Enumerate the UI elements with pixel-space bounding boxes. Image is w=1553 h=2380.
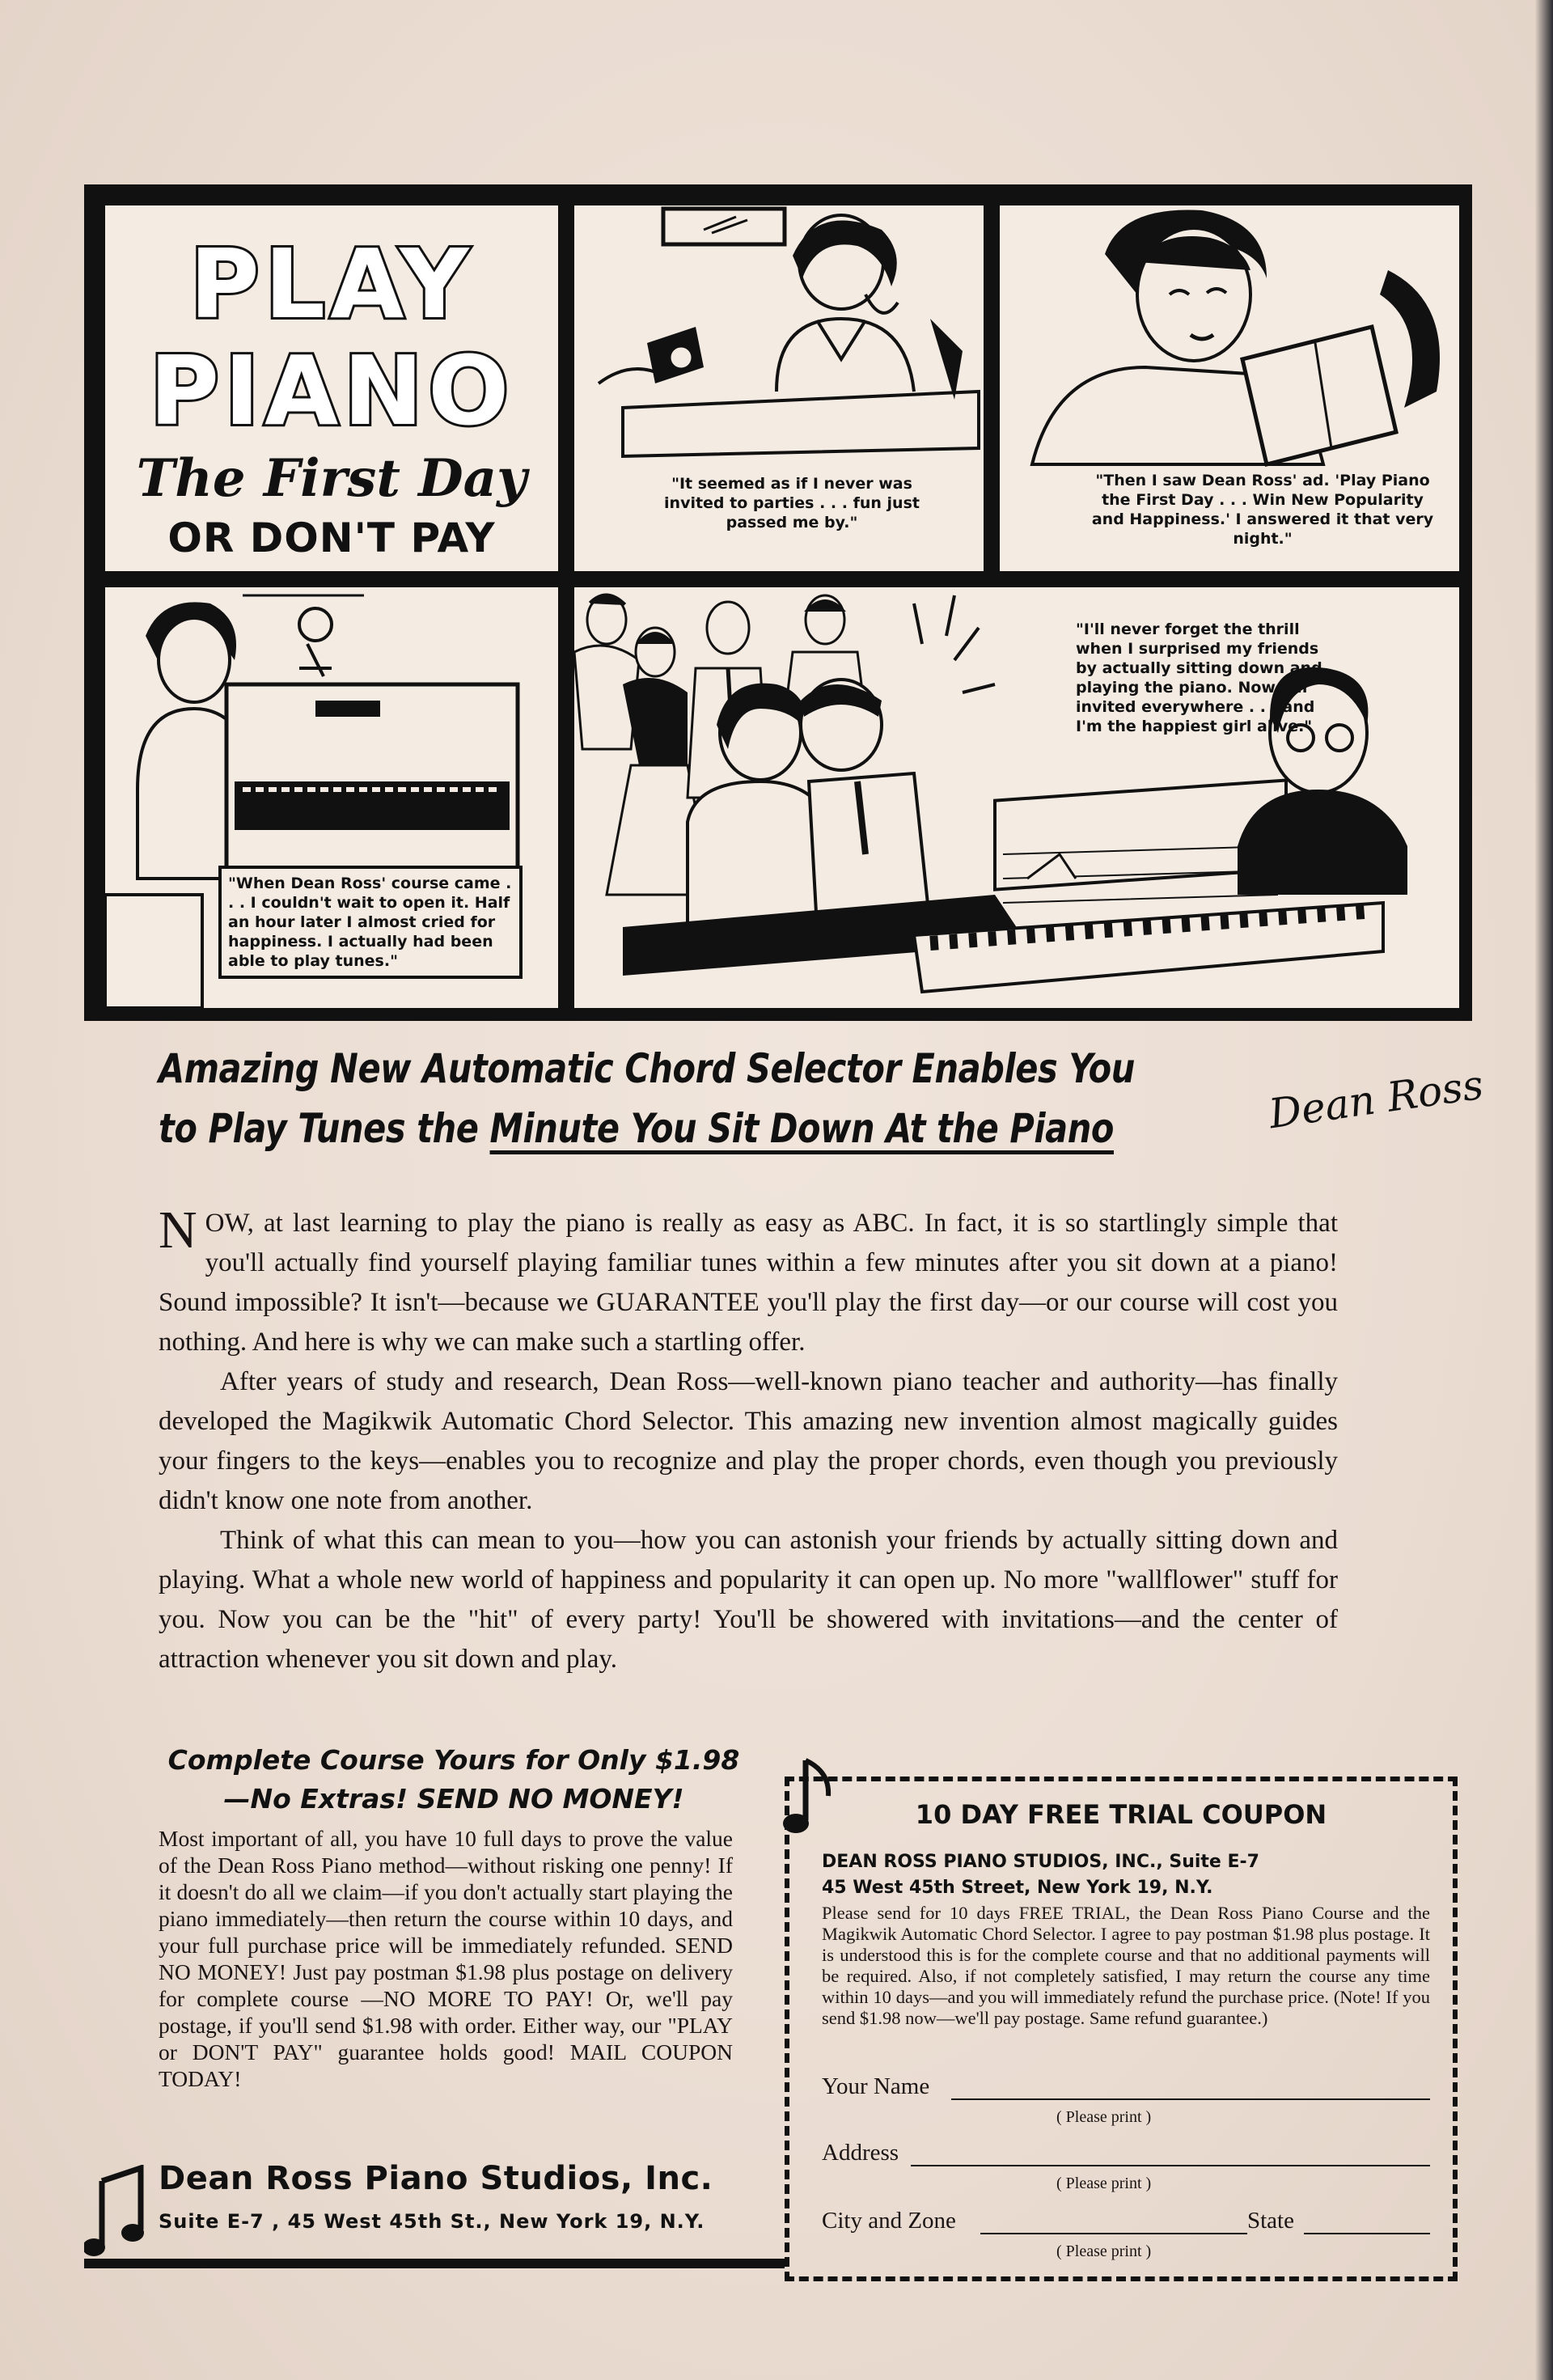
drop-cap: N — [159, 1201, 197, 1260]
address-hint: ( Please print ) — [1056, 2175, 1152, 2192]
name-line[interactable] — [951, 2098, 1430, 2100]
headline — [159, 1039, 1135, 1158]
city-line[interactable] — [980, 2233, 1247, 2234]
offer-heading-2: —No Extras! SEND NO MONEY! — [223, 1783, 684, 1815]
name-field[interactable] — [822, 2073, 1430, 2105]
comic-strip — [84, 184, 1472, 1021]
body-paragraph-2: After years of study and research, Dean Ross—well-known piano teacher and authority—has finally developed the Magikwik Automatic Chord Selector. This amazing new invention almost magically guides your fingers to the keys—enables you to recognize and play the proper chords, even though you previously didn't know one note from another. — [159, 1367, 1338, 1515]
page-edge — [1535, 0, 1553, 2380]
title-dont-pay: OR DON'T PAY — [167, 515, 496, 561]
music-note-icon — [84, 2165, 149, 2262]
studio-name: Dean Ross Piano Studios, Inc. — [159, 2160, 713, 2197]
title-play: PLAY — [189, 228, 474, 340]
address-line[interactable] — [911, 2165, 1430, 2166]
studio-address: Suite E-7 , 45 West 45th St., New York 19, N.Y. — [159, 2210, 705, 2233]
panel-lonely-girl — [574, 205, 984, 571]
body-paragraph-3: Think of what this can mean to you—how you can astonish your friends by actually sitting down and playing. What a whole new world of happiness and popularity it can open up. No more "wallflower" stuff for you. Now you can be the "hit" of every party! You'll be showered with invitations—and the center of attraction whenever you sit down and play. — [159, 1526, 1338, 1674]
address-field[interactable] — [822, 2139, 1430, 2171]
body-paragraph-1 — [159, 1201, 1338, 1362]
coupon-terms: Please send for 10 days FREE TRIAL, the Dean Ross Piano Course and the Magikwik Automatic Chord Selector. I agree to pay postman $1.98 plus postage. It is understood this is for the complete course and that no additional payments will be required. Also, if not completely satisfied, I may return the course any time within 10 days—and you will immediately refund the purchase price. (Note! If you send $1.98 now—we'll pay postage. Same refund guarantee.) — [822, 1903, 1430, 2028]
trial-coupon[interactable] — [785, 1777, 1458, 2281]
caption-reading: "Then I saw Dean Ross' ad. 'Play Piano the First Day . . . Win New Popularity and Happiness.' I answered it that very night." — [1091, 472, 1434, 548]
divider — [84, 2259, 785, 2268]
headline-line-2 — [159, 1099, 1135, 1158]
name-label: Your Name — [822, 2073, 930, 2099]
panel-playing-alone — [105, 587, 558, 1008]
city-label: City and Zone — [822, 2208, 956, 2234]
coupon-address-2: 45 West 45th Street, New York 19, N.Y. — [822, 1878, 1213, 1898]
caption-course-came: "When Dean Ross' course came . . . I couldn't wait to open it. Half an hour later I almost cried for happiness. I actually had been able to play tunes." — [218, 866, 523, 979]
title-panel — [105, 205, 558, 571]
coupon-title: 10 DAY FREE TRIAL COUPON — [915, 1799, 1327, 1830]
panel-reading-ad — [1000, 205, 1459, 571]
headline-line-1: Amazing New Automatic Chord Selector Enables You — [159, 1045, 1135, 1092]
address-label: Address — [822, 2140, 899, 2166]
headline-line-2a: to Play Tunes the — [159, 1105, 490, 1152]
offer-heading — [159, 1741, 749, 1819]
city-field[interactable] — [822, 2207, 1430, 2239]
coupon-address-1: DEAN ROSS PIANO STUDIOS, INC., Suite E-7 — [822, 1852, 1259, 1872]
body-paragraph-1-text: OW, at last learning to play the piano is really as easy as ABC. In fact, it is so startlingly simple that you'll actually find yourself playing familiar tunes within a few minutes after you sit down at a piano! Sound impossible? It isn't—because we GUARANTEE you'll play the first day—or our course will cost you nothing. And here is why we can make such a startling offer. — [159, 1209, 1338, 1357]
state-line[interactable] — [1304, 2233, 1430, 2234]
panel-party — [574, 587, 1459, 1008]
caption-thrill: "I'll never forget the thrill when I surprised my friends by actually sitting down and playing the piano. Now I'm invited everywhere . . . and I'm the happiest girl alive." — [1076, 620, 1322, 735]
state-label: State — [1247, 2208, 1294, 2234]
coupon-address — [822, 1849, 1437, 1901]
offer-heading-1: Complete Course Yours for Only $1.98 — [167, 1744, 740, 1776]
caption-lonely: "It seemed as if I never was invited to parties . . . fun just passed me by." — [664, 475, 920, 531]
name-hint: ( Please print ) — [1056, 2108, 1152, 2126]
dean-ross-signature: Dean Ross — [1266, 1061, 1487, 1138]
title-first-day: The First Day — [136, 448, 527, 509]
headline-line-2b: Minute You Sit Down At the Piano — [489, 1105, 1114, 1152]
body-copy — [159, 1201, 1338, 1679]
title-piano: PIANO — [149, 335, 514, 447]
city-hint: ( Please print ) — [1056, 2242, 1152, 2260]
offer-text: Most important of all, you have 10 full days to prove the value of the Dean Ross Piano method—without risking one penny! If it doesn't do all we claim—if you don't actually start playing the piano immediately—then return the course within 10 days, and your full purchase price will be immediately refunded. SEND NO MONEY! Just pay postman $1.98 plus postage on delivery for complete course —NO MORE TO PAY! Or, we'll pay postage, if you'll send $1.98 with order. Either way, our "PLAY or DON'T PAY" guarantee holds good! MAIL COUPON TODAY! — [159, 1826, 733, 2091]
